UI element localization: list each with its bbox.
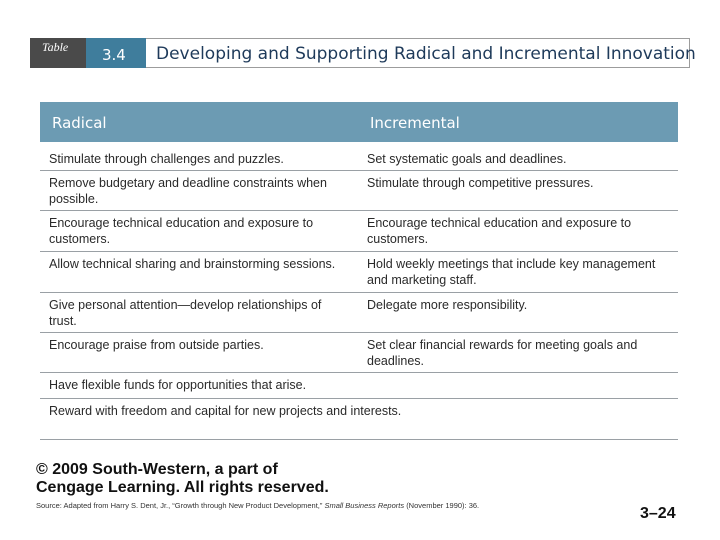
table-row-full-width: [40, 399, 678, 440]
cell-radical: Remove budgetary and deadline constraints when possible.: [49, 176, 327, 206]
cell-radical: Have flexible funds for opportunities that arise.: [49, 378, 307, 392]
table-row: [40, 293, 678, 333]
table-label: Table: [30, 38, 86, 68]
innovation-table: [40, 102, 678, 440]
cell-radical: Give personal attention—develop relationships of trust.: [49, 298, 322, 328]
cell-radical: Stimulate through challenges and puzzles.: [49, 152, 284, 166]
cell-radical: Allow technical sharing and brainstorming sessions.: [49, 257, 336, 271]
table-row: [40, 142, 678, 171]
cell-incremental: Stimulate through competitive pressures.: [367, 176, 594, 190]
table-number: 3.4: [86, 38, 146, 68]
table-row: [40, 211, 678, 252]
cell-incremental: Delegate more responsibility.: [367, 298, 528, 312]
page-number: 3–24: [640, 505, 676, 522]
table-row: [40, 252, 678, 293]
cell-radical: Encourage praise from outside parties.: [49, 338, 264, 352]
source-publication: Small Business Reports: [324, 501, 405, 510]
cell-incremental: Set clear financial rewards for meeting goals and deadlines.: [367, 338, 638, 368]
table-row: [40, 171, 678, 211]
source-prefix: Source: Adapted from Harry S. Dent, Jr., “Growth through New Product Development,”: [36, 501, 323, 510]
table-title: Developing and Supporting Radical and Incremental Innovation: [146, 38, 690, 68]
cell-incremental: Hold weekly meetings that include key management and marketing staff.: [367, 257, 656, 287]
source-suffix: (November 1990): 36.: [406, 501, 480, 510]
column-header-radical: Radical: [52, 114, 107, 132]
cell-radical: Reward with freedom and capital for new projects and interests.: [49, 404, 402, 418]
cell-incremental: Encourage technical education and exposure to customers.: [367, 216, 632, 246]
source-citation: [36, 501, 596, 510]
cell-incremental: Set systematic goals and deadlines.: [367, 152, 567, 166]
cell-radical: Encourage technical education and exposure to customers.: [49, 216, 314, 246]
table-row-full-width: [40, 373, 678, 399]
column-header-incremental: Incremental: [370, 114, 460, 132]
copyright-notice: © 2009 South-Western, a part of Cengage Learning. All rights reserved.: [36, 461, 329, 496]
table-row: [40, 333, 678, 373]
table-header-row: [40, 102, 678, 142]
